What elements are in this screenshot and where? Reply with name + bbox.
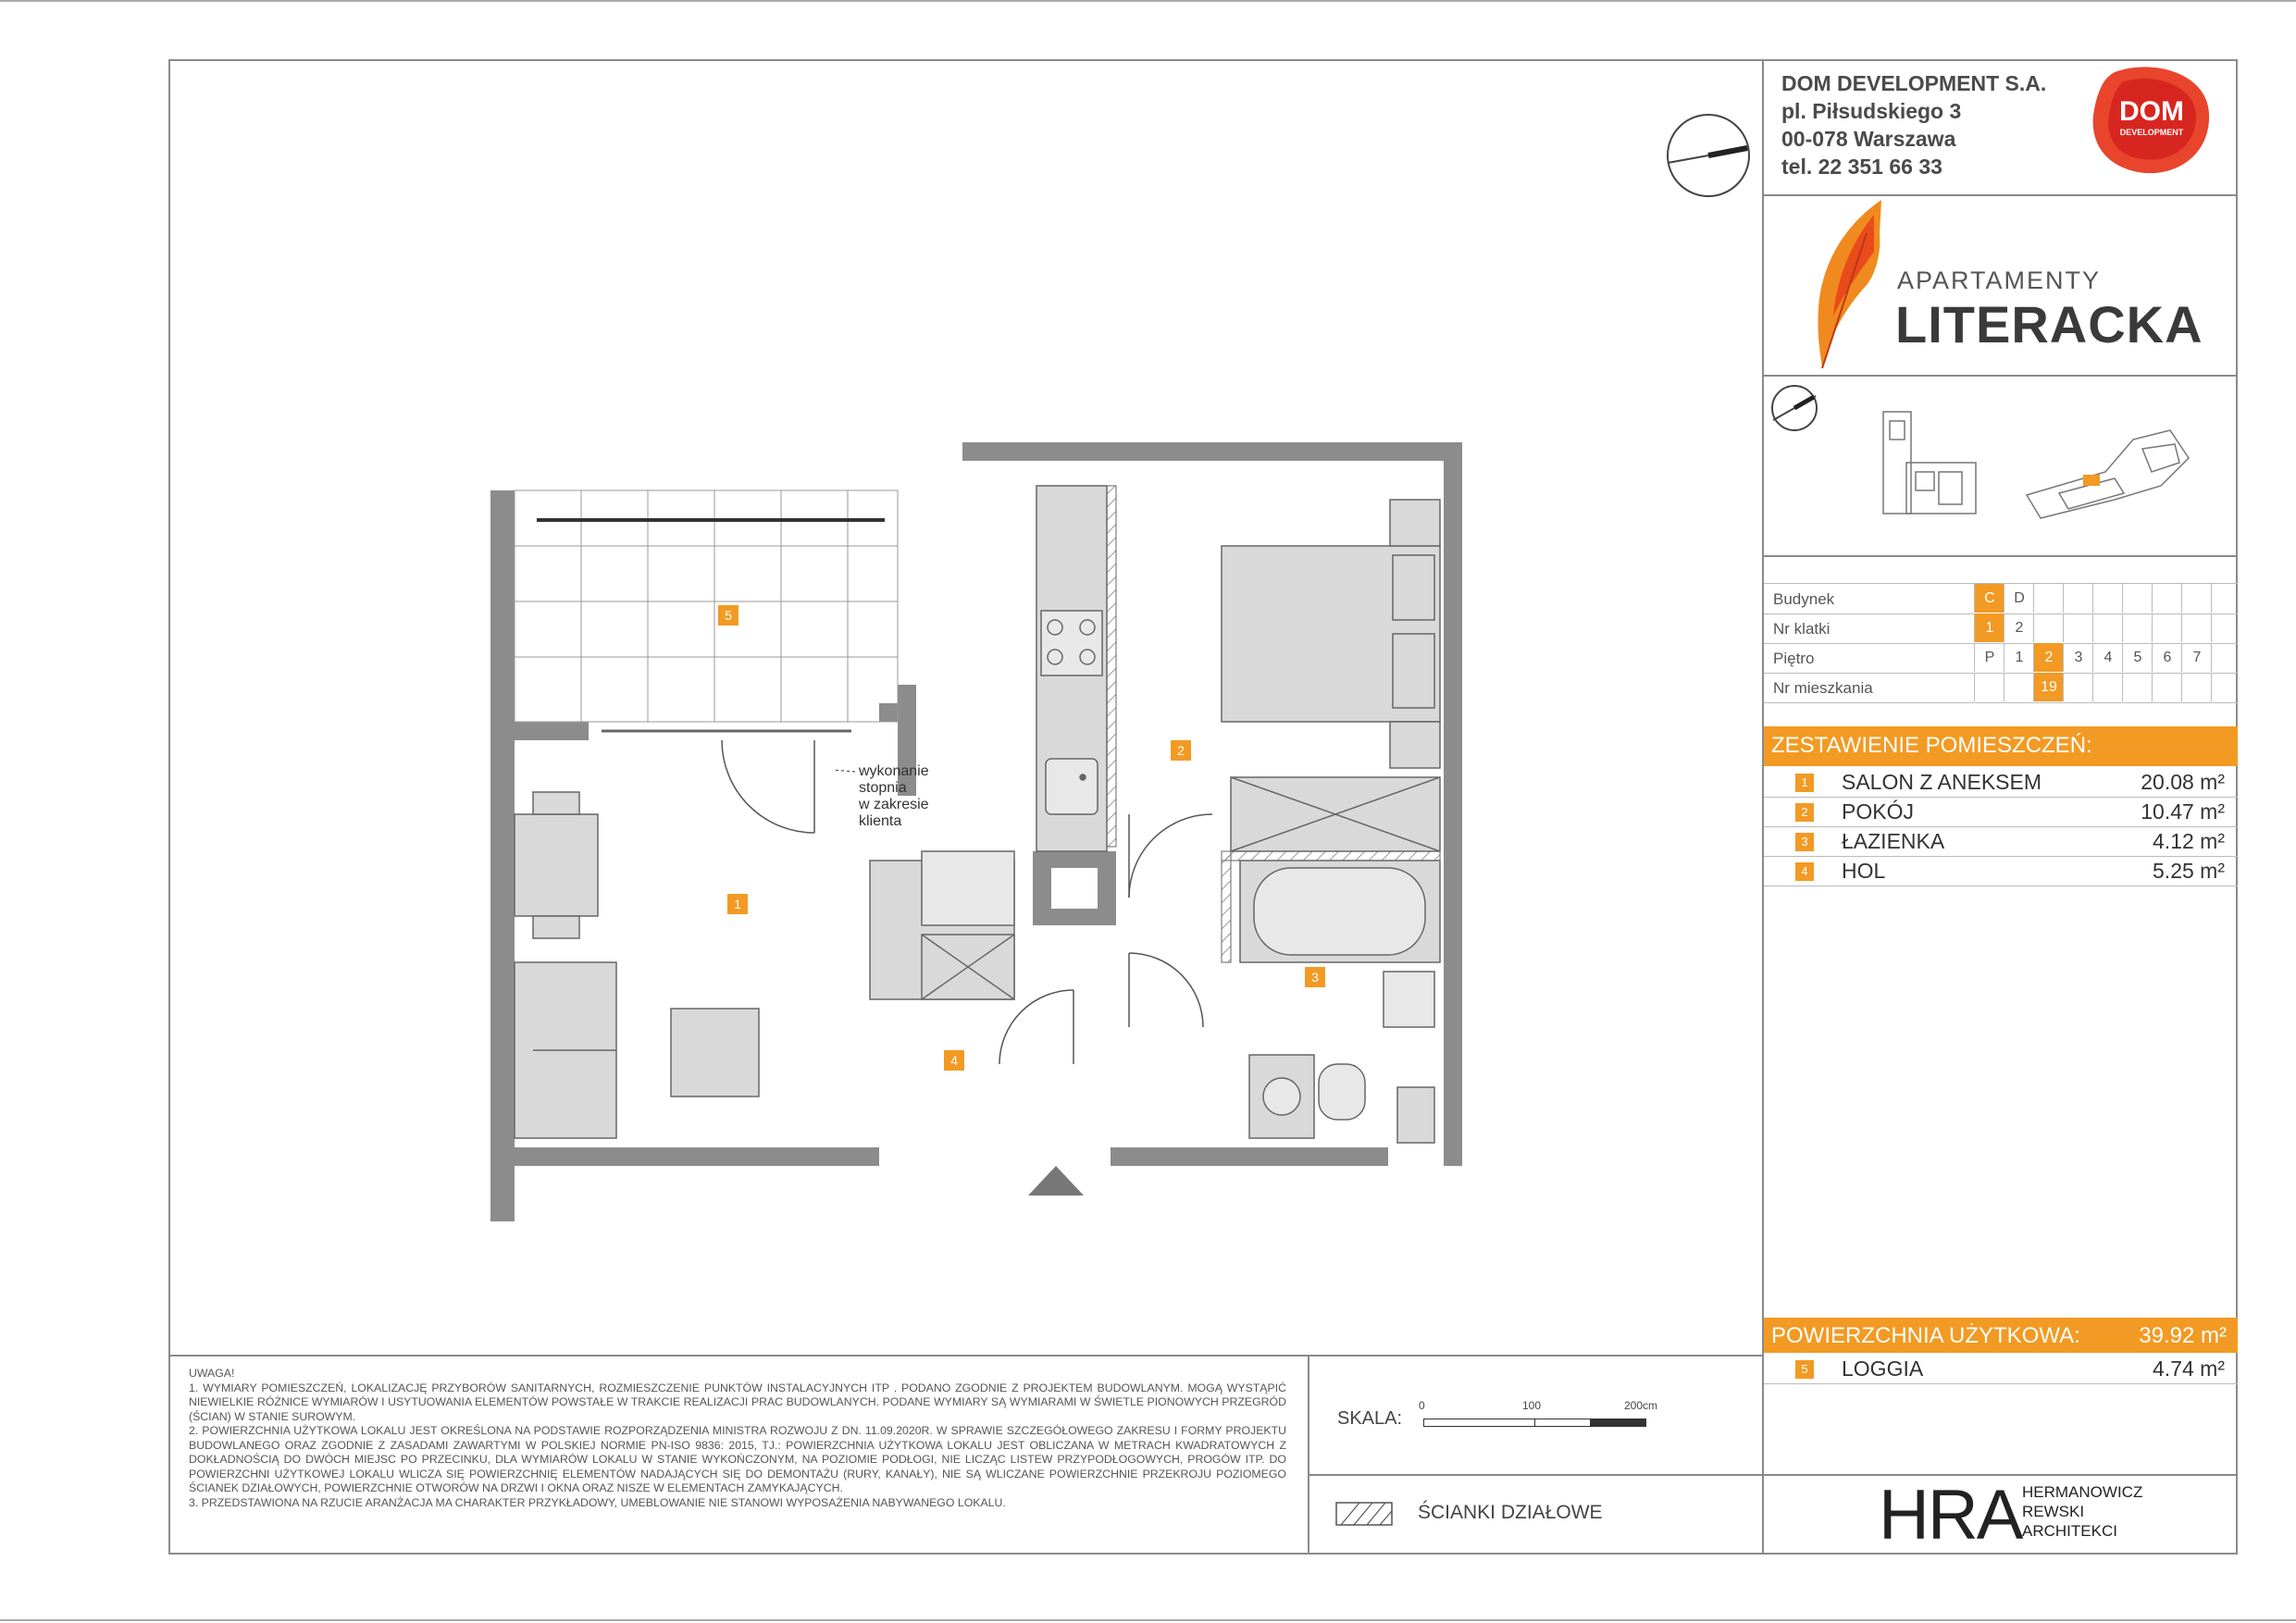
- location-cell: 5: [2122, 643, 2153, 672]
- note-item-2: 2. POWIERZCHNIA UŻYTKOWA LOKALU JEST OKREŚLONA NA PODSTAWIE ROZPORZĄDZENIA MINISTRA ROZWOJU Z DN. 11.09.2020R. W SPRAWIE SZCZEGÓŁOWEGO ZAKRESU I FORMY PROJEKTU BUDOWLANEGO ORAZ ZGODNIE Z ZASADAMI ZAWARTYMI W POLSKIEJ NORMIE PN-ISO 9836: 2015, TJ.: POWIERZCHNIA UŻYTKOWA LOKALU JEST OBLICZANA W METRACH KWADRATOWYCH Z DOKŁADNOŚCIĄ DO DWÓCH MIEJSC PO PRZECINKU, DLA WYMIARÓW LOKALU W STANIE WYKOŃCZONYM, NA POZIOMIE PODŁOGI, NIE LICZĄC LISTEW PRZYPODŁOGOWYCH, PROGÓW ITP. DO POWIERZCHNI UŻYTKOWEJ LOKALU WLICZA SIĘ POWIERZCHNIĘ ELEMENTÓW NADAJĄCYCH SIĘ DO DEMONTAŻU (RURY, KANAŁY), NIE SĄ WLICZANE POWIERZCHNIE PRZEKROJU POZIOMEGO ŚCIANEK DZIAŁOWYCH, POWIERZCHNIE OTWORÓW NA DRZWI I OKNA ORAZ NISZE W ELEMENTACH ZAMYKAJĄCYCH.: [189, 1424, 1286, 1494]
- location-row: [1764, 613, 2238, 644]
- bed: [1222, 500, 1440, 768]
- location-cell: [2063, 613, 2093, 642]
- scale-tick-100: 100: [1522, 1399, 1542, 1412]
- location-row-label: Budynek: [1773, 590, 1835, 608]
- dom-development-logo: [2087, 63, 2216, 178]
- location-cell: [2122, 584, 2153, 613]
- location-cell: [2033, 613, 2064, 642]
- location-cell: 3: [2063, 643, 2093, 672]
- room-tag-5: 5: [725, 608, 732, 623]
- room-name: ŁAZIENKA: [1842, 829, 1945, 853]
- scale-bar: [1423, 1416, 1664, 1425]
- company-info: [1781, 69, 2046, 180]
- location-cell: [2211, 673, 2241, 701]
- room-area: 4.12 m²: [2153, 829, 2225, 853]
- room-num: 2: [1795, 803, 1814, 822]
- room-num: 1: [1795, 774, 1814, 792]
- partition-walls-label: ŚCIANKI DZIAŁOWE: [1418, 1502, 1603, 1523]
- location-cell: [2004, 673, 2034, 701]
- step-note-line2: stopnia: [859, 780, 907, 796]
- location-row-label: Nr klatki: [1773, 620, 1831, 638]
- scale-divider: [1308, 1355, 1309, 1555]
- location-cell: 2: [2004, 613, 2034, 642]
- scale-tick-200: 200cm: [1624, 1399, 1658, 1412]
- company-address-2: 00-078 Warszawa: [1781, 127, 1956, 151]
- location-row: [1764, 673, 2238, 703]
- location-cell: [2092, 584, 2123, 613]
- room-row: [1764, 1355, 2238, 1384]
- note-item-1: 1. WYMIARY POMIESZCZEŃ, LOKALIZACJĘ PRZYBORÓW SANITARNYCH, ROZMIESZCZENIE PUNKTÓW INSTALACYJNYCH ITP . PODANO ZGODNIE Z PROJEKTEM BUDOWLANYM. MOGĄ WYSTĄPIĆ NIEWIELKIE RÓŻNICE WYMIARÓW I USYTUOWANIA ELEMENTÓW POWSTAŁE W TRAKCIE REALIZACJI PRAC BUDOWLANYCH. PODANE WYMIARY SĄ WYMIARAMI W ŚWIETLE PIONOWYCH PRZEGRÓD (ŚCIAN) W STANIE SUROWYM.: [189, 1381, 1286, 1423]
- location-cell: [2092, 613, 2123, 642]
- room-area: 5.25 m²: [2153, 859, 2225, 883]
- architect-line2: REWSKI: [2022, 1503, 2085, 1520]
- dining-set: [515, 792, 598, 938]
- step-note-line3: w zakresie: [859, 797, 929, 812]
- location-cell: [2181, 613, 2212, 642]
- loggia-railing: [537, 518, 885, 522]
- bathroom-fixtures: [1240, 861, 1440, 1143]
- usable-area-value: 39.92 m²: [2139, 1323, 2227, 1348]
- location-cell: [2122, 613, 2153, 642]
- location-cell: [2063, 673, 2093, 701]
- page-bottom-rule: [0, 1619, 2296, 1621]
- entrance-marker-icon: [1028, 1166, 1084, 1196]
- location-cell: [2152, 673, 2182, 701]
- location-cell: [2063, 584, 2093, 613]
- project-name-line2: LITERACKA: [1895, 295, 2203, 353]
- location-cell: [2152, 584, 2182, 613]
- location-compass-icon: [1769, 383, 1819, 433]
- architect-line3: ARCHITEKCI: [2022, 1522, 2117, 1540]
- location-cell: 1: [2004, 643, 2034, 672]
- location-row-label: Piętro: [1773, 650, 1815, 667]
- room-row: [1764, 827, 2238, 857]
- project-name-line1: APARTAMENTY: [1897, 266, 2102, 294]
- room-num: 3: [1795, 833, 1814, 851]
- note-item-3: 3. PRZEDSTAWIONA NA RZUCIE ARANŻACJA MA CHARAKTER PRZYKŁADOWY, UMEBLOWANIE NIE STANOWI WYPOSAŻENIA NABYWANEGO LOKALU.: [189, 1495, 1006, 1509]
- notes-divider: [168, 1355, 1764, 1357]
- room-row: [1764, 798, 2238, 827]
- building-key-plan-small: [1879, 407, 1980, 523]
- svg-text:DEVELOPMENT: DEVELOPMENT: [2119, 128, 2184, 137]
- page-top-rule: [0, 0, 2296, 2]
- architect-abbr: HRA: [1879, 1476, 2022, 1555]
- location-cell: 1: [1974, 613, 2004, 642]
- scale-label: SKALA:: [1337, 1408, 1403, 1429]
- notes-title: UWAGA!: [189, 1367, 235, 1380]
- building-key-plan-large: [2022, 421, 2198, 523]
- hatch-legend-icon: [1335, 1502, 1393, 1526]
- sofa: [515, 962, 759, 1138]
- location-row-label: Nr mieszkania: [1773, 679, 1873, 697]
- location-cell: [2211, 613, 2241, 642]
- scale-legend-divider: [1308, 1474, 1764, 1476]
- location-cell: 19: [2033, 673, 2064, 701]
- rooms-header-label: ZESTAWIENIE POMIESZCZEŃ:: [1771, 733, 2092, 758]
- room-name: HOL: [1842, 859, 1886, 883]
- location-cell: [2181, 584, 2212, 613]
- company-phone: tel. 22 351 66 33: [1781, 155, 1942, 179]
- room-num: 4: [1795, 862, 1814, 881]
- location-cell: [2152, 613, 2182, 642]
- location-cell: 6: [2152, 643, 2182, 672]
- location-row: [1764, 584, 2238, 614]
- literacka-feather-logo: [1809, 196, 1893, 372]
- room-area: 4.74 m²: [2153, 1357, 2225, 1381]
- usable-area-bar: [1764, 1318, 2238, 1353]
- location-cell: 2: [2033, 643, 2064, 672]
- location-cell: C: [1974, 584, 2004, 613]
- title-divider-3: [1762, 555, 2238, 557]
- company-address-1: pl. Piłsudskiego 3: [1781, 99, 1962, 123]
- kitchen-counter: [1036, 486, 1107, 851]
- location-cell: P: [1974, 643, 2004, 672]
- location-cell: [2211, 643, 2241, 672]
- location-row: [1764, 643, 2238, 674]
- room-area: 10.47 m²: [2141, 799, 2225, 824]
- location-cell: [2033, 584, 2064, 613]
- room-num: 5: [1795, 1360, 1814, 1379]
- room-tag-3: 3: [1311, 970, 1319, 985]
- location-cell: [2092, 673, 2123, 701]
- location-cell: [1974, 673, 2004, 701]
- rooms-header: [1764, 726, 2238, 766]
- usable-area-label: POWIERZCHNIA UŻYTKOWA:: [1771, 1323, 2080, 1348]
- room-area: 20.08 m²: [2141, 770, 2225, 794]
- architect-name: [2022, 1482, 2142, 1541]
- room-name: POKÓJ: [1842, 799, 1914, 824]
- room-tag-1: 1: [734, 897, 741, 911]
- title-divider-2: [1762, 375, 2238, 377]
- room-tag-2: 2: [1177, 743, 1185, 758]
- location-cell: 7: [2181, 643, 2212, 672]
- architect-line1: HERMANOWICZ: [2022, 1483, 2143, 1501]
- location-cell: [2181, 673, 2212, 701]
- room-row: [1764, 768, 2238, 798]
- notes: [189, 1367, 1286, 1510]
- company-name: DOM DEVELOPMENT S.A.: [1781, 71, 2047, 95]
- room-name: SALON Z ANEKSEM: [1842, 770, 2042, 794]
- location-cell: 4: [2092, 643, 2123, 672]
- room-name: LOGGIA: [1842, 1357, 1924, 1381]
- location-cell: [2211, 584, 2241, 613]
- location-cell: [2122, 673, 2153, 701]
- step-note-line1: wykonanie: [859, 763, 929, 779]
- scale-tick-0: 0: [1419, 1399, 1425, 1412]
- svg-text:DOM: DOM: [2119, 96, 2184, 127]
- floor-plan: [481, 426, 1499, 1221]
- north-arrow-icon: [1664, 111, 1753, 200]
- step-note-line4: klienta: [859, 813, 902, 829]
- room-row: [1764, 857, 2238, 886]
- loggia-tiles: [515, 490, 898, 722]
- room-tag-4: 4: [950, 1053, 958, 1068]
- location-cell: D: [2004, 584, 2034, 613]
